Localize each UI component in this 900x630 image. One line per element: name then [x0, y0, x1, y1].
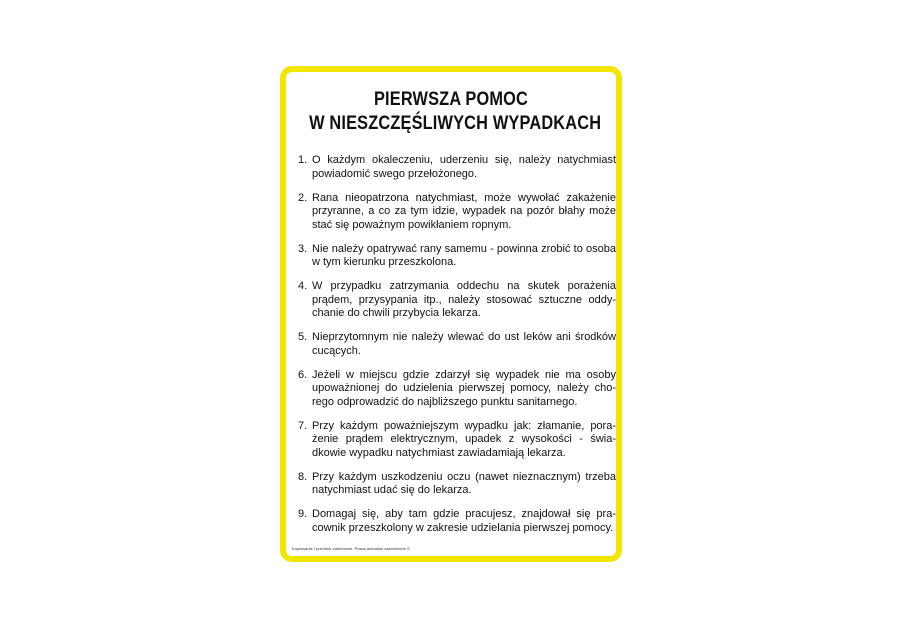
copyright-note: Kopiowanie i przedruk zabronione. Prawa autorskie zastrzeżone ©.: [292, 546, 412, 551]
sign-title-line-1: PIERWSZA POMOC: [373, 89, 529, 110]
rule-number: 7.: [298, 419, 308, 432]
rule-item: [298, 243, 616, 270]
sign-title: [309, 88, 602, 136]
rule-number: 9.: [298, 508, 308, 520]
rule-text: O każdym okaleczeniu, uderzeniu się, należy natychmiast powiadomić swego przełożonego.: [312, 154, 616, 180]
rule-item: [298, 331, 616, 358]
rule-text: Jeżeli w miejscu gdzie zdarzył się wypadek nie ma osoby upoważnionej do udzielenia pierwszej pomocy, należy cho-rego odprowadzić do najbliższego punktu sanitarnego.: [312, 368, 616, 408]
rule-item: [298, 280, 616, 321]
rule-text: Rana nieopatrzona natychmiast, może wywołać zakażenie przyranne, a co za tym idzie, wypadek na pozór błahy może stać się poważnym powikłaniem ropnym.: [312, 191, 616, 231]
rule-number: 6.: [298, 368, 308, 381]
first-aid-sign: [280, 66, 622, 562]
rule-number: 8.: [298, 470, 308, 483]
rule-item: [298, 471, 616, 498]
rule-text: W przypadku zatrzymania oddechu na skutek porażenia prądem, przysypania itp., należy stosować sztuczne oddy-chanie do chwili przybycia lekarza.: [312, 280, 616, 319]
sign-title-line-2: W NIESZCZĘŚLIWYCH WYPADKACH: [309, 113, 602, 134]
rule-item: [298, 369, 616, 410]
rule-number: 2.: [298, 191, 308, 204]
rule-item: [298, 420, 616, 461]
rule-text: Przy każdym poważniejszym wypadku jak: złamanie, pora-żenie prądem elektrycznym, upadek z wysokości - świa-dkowie wypadku natychmiast zawiadamiają lekarza.: [312, 419, 616, 459]
rules-list: [298, 154, 616, 546]
rule-number: 5.: [298, 331, 308, 343]
rule-text: Domagaj się, aby tam gdzie pracujesz, znajdował się pra-cownik przeszkolony w zakresie udzielania pierwszej pomocy.: [312, 508, 616, 534]
rule-number: 3.: [298, 242, 308, 255]
rule-item: [298, 192, 616, 233]
rule-number: 1.: [298, 154, 308, 166]
rule-number: 4.: [298, 280, 308, 292]
rule-text: Przy każdym uszkodzeniu oczu (nawet nieznacznym) trzeba natychmiast udać się do lekarza.: [312, 470, 616, 496]
rule-text: Nieprzytomnym nie należy wlewać do ust leków ani środków cucących.: [312, 331, 616, 357]
rule-item: [298, 508, 616, 535]
rule-text: Nie należy opatrywać rany samemu - powinna zrobić to osoba w tym kierunku przeszkolona.: [312, 242, 616, 268]
rule-item: [298, 154, 616, 181]
